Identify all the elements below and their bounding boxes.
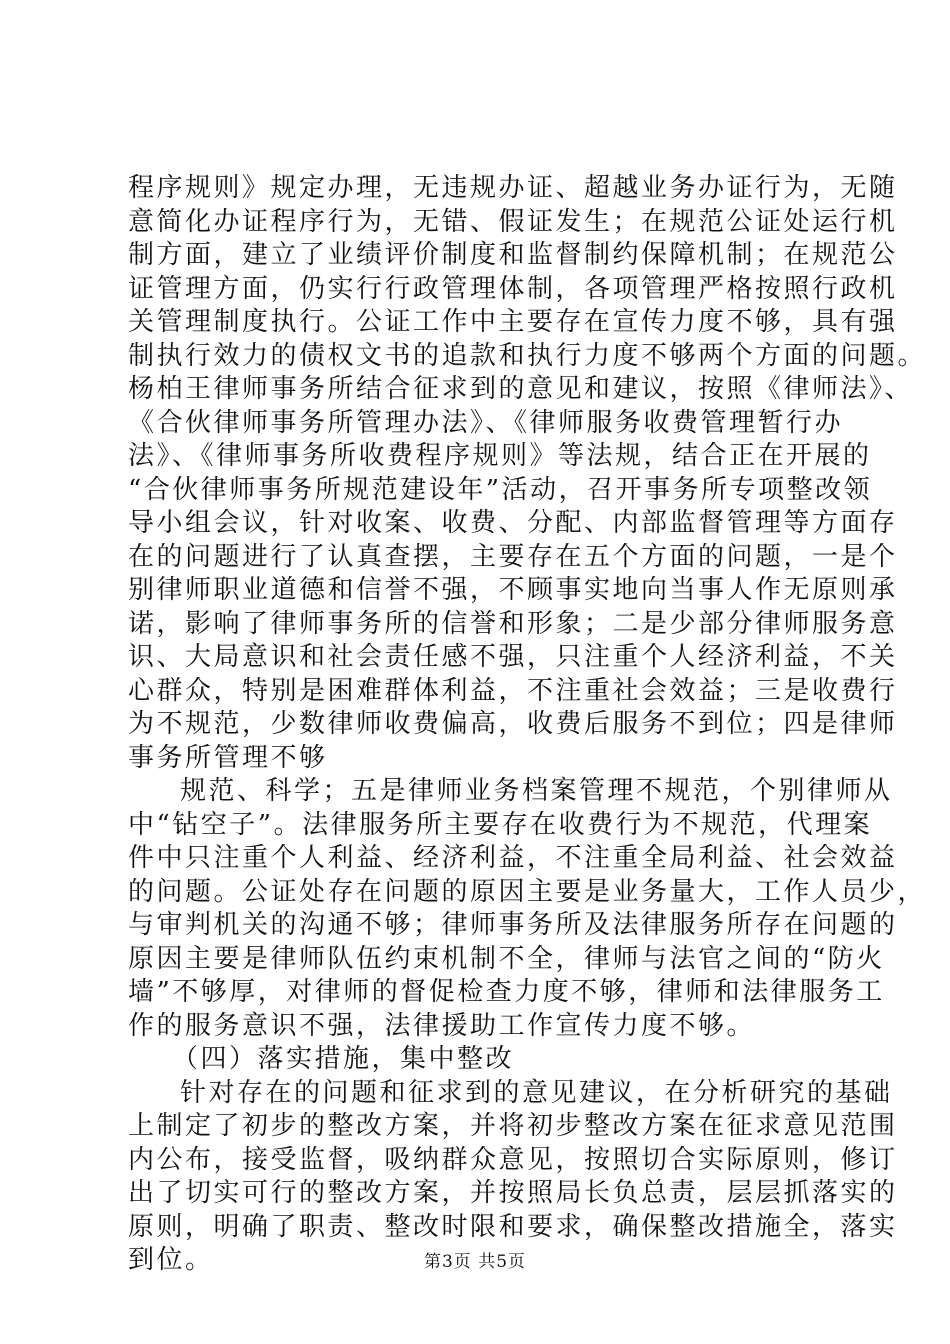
body-line: 原则，明确了职责、整改时限和要求，确保整改措施全，落实 xyxy=(128,1211,898,1242)
body-line: 到位。 xyxy=(128,1245,214,1275)
body-line: 墙”不够厚，对律师的督促检查力度不够，律师和法律服务工 xyxy=(128,977,885,1007)
body-line: 原因主要是律师队伍约束机制不全，律师与法官之间的“防火 xyxy=(128,943,885,974)
body-line: 中“钻空子”。法律服务所主要存在收费行为不规范，代理案 xyxy=(128,809,873,840)
body-line: 制执行效力的债权文书的追款和执行力度不够两个方面的问题。 xyxy=(128,340,927,371)
body-line: 别律师职业道德和信誉不强，不顾事实地向当事人作无原则承 xyxy=(128,575,898,605)
paragraph-start-line: 规范、科学；五是律师业务档案管理不规范，个别律师从 xyxy=(180,776,893,806)
body-line: 为不规范，少数律师收费偏高，收费后服务不到位；四是律师 xyxy=(128,709,898,739)
section-heading: （四）落实措施，集中整改 xyxy=(172,1044,515,1074)
body-line: 制方面，建立了业绩评价制度和监督制约保障机制；在规范公 xyxy=(128,240,898,270)
body-line: 程序规则》规定办理，无违规办证、超越业务办证行为，无随 xyxy=(128,173,898,203)
body-line: 事务所管理不够 xyxy=(128,742,328,773)
body-line: 心群众，特别是困难群体利益，不注重社会效益；三是收费行 xyxy=(128,675,898,706)
body-line: 意简化办证程序行为，无错、假证发生；在规范公证处运行机 xyxy=(128,206,898,237)
document-body xyxy=(128,172,927,1278)
body-line: 导小组会议，针对收案、收费、分配、内部监督管理等方面存 xyxy=(128,508,898,538)
body-line: 《合伙律师事务所管理办法》、《律师服务收费管理暂行办 xyxy=(128,407,844,438)
body-line: 识、大局意识和社会责任感不强，只注重个人经济利益，不关 xyxy=(128,642,898,672)
body-line: 的问题。公证处存在问题的原因主要是业务量大，工作人员少， xyxy=(128,876,927,907)
body-line: 关管理制度执行。公证工作中主要存在宣传力度不够，具有强 xyxy=(128,307,898,337)
body-line: 出了切实可行的整改方案，并按照局长负总责，层层抓落实的 xyxy=(128,1178,898,1208)
body-line: 法》、《律师事务所收费程序规则》等法规，结合正在开展的 xyxy=(128,441,872,471)
paragraph-start-line: 针对存在的问题和征求到的意见建议，在分析研究的基础 xyxy=(180,1077,893,1108)
body-line: 杨柏王律师事务所结合征求到的意见和建议，按照《律师法》、 xyxy=(128,374,914,404)
body-line: “合伙律师事务所规范建设年”活动，召开事务所专项整改领 xyxy=(128,474,873,505)
body-line: 作的服务意识不强，法律援助工作宣传力度不够。 xyxy=(128,1010,756,1041)
body-line: 内公布，接受监督，吸纳群众意见，按照切合实际原则，修订 xyxy=(128,1144,898,1175)
body-line: 在的问题进行了认真查摆，主要存在五个方面的问题，一是个 xyxy=(128,541,898,572)
page-number-footer: 第3页 共5页 xyxy=(423,1252,527,1272)
body-line: 上制定了初步的整改方案，并将初步整改方案在征求意见范围 xyxy=(128,1111,898,1141)
body-line: 件中只注重个人利益、经济利益，不注重全局利益、社会效益 xyxy=(128,843,898,873)
body-line: 证管理方面，仍实行行政管理体制，各项管理严格按照行政机 xyxy=(128,273,898,304)
body-line: 诺，影响了律师事务所的信誉和形象；二是少部分律师服务意 xyxy=(128,608,898,639)
body-line: 与审判机关的沟通不够；律师事务所及法律服务所存在问题的 xyxy=(128,910,898,940)
